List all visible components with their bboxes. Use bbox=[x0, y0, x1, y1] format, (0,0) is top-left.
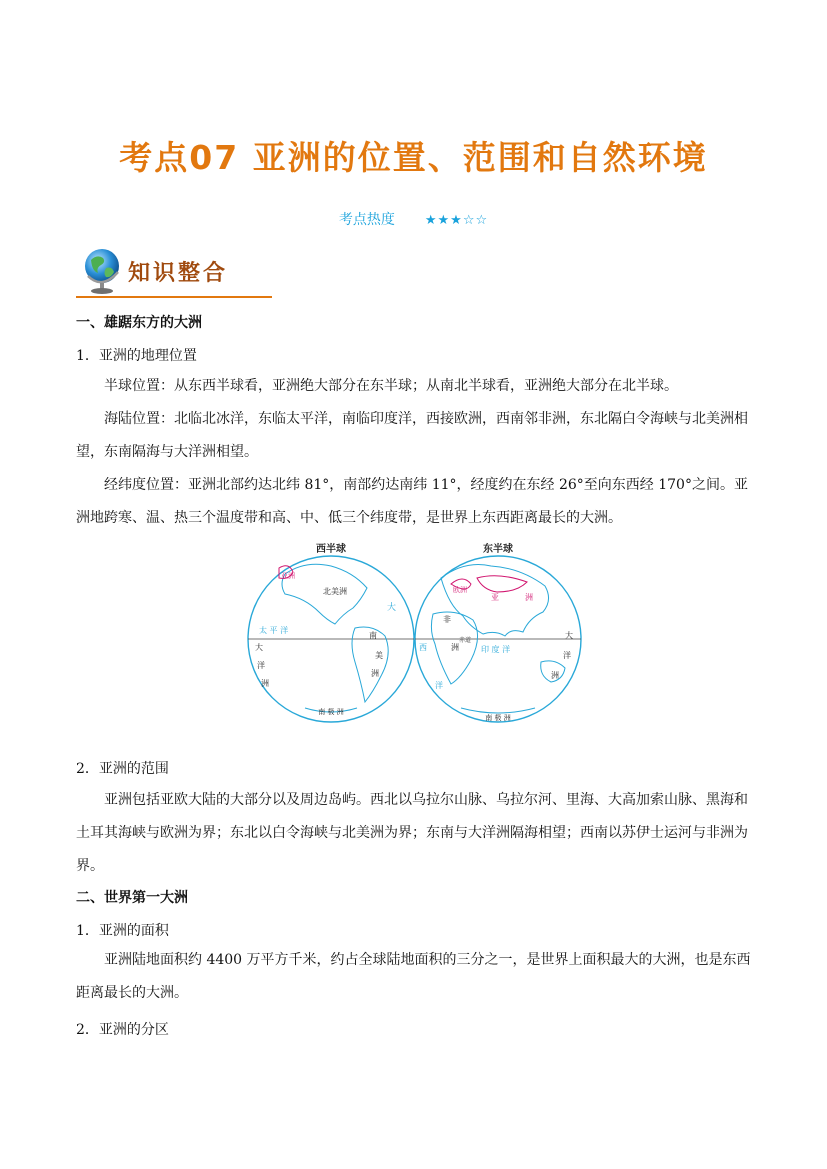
page-title: 考点07 亚洲的位置、范围和自然环境 bbox=[119, 138, 708, 177]
hemisphere-map bbox=[245, 538, 585, 724]
north-america-label: 北美洲 bbox=[323, 587, 347, 596]
south-america-label-2: 美 bbox=[375, 651, 383, 660]
south-america-label-3: 洲 bbox=[371, 669, 379, 678]
equator-label: 赤道 bbox=[459, 637, 472, 644]
west-title: 西半球 bbox=[316, 544, 346, 555]
indian-ocean-label: 印 度 洋 bbox=[481, 645, 511, 654]
section-heading-2: 二、世界第一大洲 bbox=[76, 890, 188, 906]
eastern-hemisphere bbox=[415, 542, 581, 722]
east-atlantic-label-1: 西 bbox=[419, 643, 427, 652]
east-asia-label-2: 洲 bbox=[525, 593, 533, 602]
east-oceania-label-2: 洋 bbox=[563, 651, 571, 660]
section-badge bbox=[76, 244, 272, 300]
west-oceania-label-1: 大 bbox=[255, 643, 263, 652]
heat-stars: ★★★☆☆ bbox=[424, 213, 489, 228]
badge-label: 知识整合 bbox=[128, 261, 229, 286]
pacific-label: 太 平 洋 bbox=[259, 626, 289, 635]
europe-label: 欧洲 bbox=[453, 586, 467, 594]
east-oceania-label-3: 洲 bbox=[551, 671, 559, 680]
paragraph-range: 亚洲包括亚欧大陆的大部分以及周边岛屿。西北以乌拉尔山脉、乌拉尔河、里海、大高加索山脉、黑海和土耳其海峡与欧洲为界；东北以白令海峡与北美洲为界；东南与大洋洲隔海相望；西南以苏伊士运河与非洲为界。 bbox=[76, 792, 748, 874]
paragraph-area: 亚洲陆地面积约 4400 万平方千米，约占全球陆地面积的三分之一，是世界上面积最大的大洲，也是东西距离最长的大洲。 bbox=[76, 952, 751, 1001]
paragraph-lat-long: 经纬度位置：亚洲北部约达北纬 81°，南部约达南纬 11°，经度约在东经 26°至向东西经 170°之间。亚洲地跨寒、温、热三个温度带和高、中、低三个纬度带，是世界上东西距离最长的大洲。 bbox=[76, 477, 748, 526]
atlantic-label: 大 bbox=[387, 603, 397, 613]
west-antarctica-label: 南 极 洲 bbox=[318, 708, 344, 716]
west-asia-label: 亚洲 bbox=[281, 572, 295, 580]
subheading-range: 2．亚洲的范围 bbox=[76, 761, 169, 777]
west-oceania-label-3: 洲 bbox=[261, 679, 269, 688]
africa-label-2: 洲 bbox=[451, 643, 459, 652]
heat-label: 考点热度 bbox=[338, 212, 395, 228]
paragraph-sea-land: 海陆位置：北临北冰洋，东临太平洋，南临印度洋，西接欧洲，西南邻非洲，东北隔白令海峡与北美洲相望，东南隔海与大洋洲相望。 bbox=[76, 411, 748, 460]
east-oceania-label-1: 大 bbox=[565, 631, 573, 640]
globe-icon bbox=[82, 246, 124, 296]
paragraph-hemisphere: 半球位置：从东西半球看，亚洲绝大部分在东半球；从南北半球看，亚洲绝大部分在北半球。 bbox=[104, 378, 678, 394]
east-atlantic-label-2: 洋 bbox=[435, 681, 443, 690]
south-america-label-1: 南 bbox=[369, 631, 377, 640]
section-heading-1: 一、雄踞东方的大洲 bbox=[76, 315, 202, 331]
badge-underline bbox=[76, 296, 272, 298]
west-oceania-label-2: 洋 bbox=[257, 661, 265, 670]
east-antarctica-label: 南 极 洲 bbox=[485, 714, 511, 722]
east-title: 东半球 bbox=[483, 544, 513, 555]
subheading-regions: 2．亚洲的分区 bbox=[76, 1022, 169, 1038]
western-hemisphere bbox=[248, 542, 414, 722]
heat-rating bbox=[0, 209, 827, 229]
subheading-location: 1．亚洲的地理位置 bbox=[76, 348, 197, 364]
africa-label-1: 非 bbox=[443, 615, 451, 624]
subheading-area: 1．亚洲的面积 bbox=[76, 923, 169, 939]
east-asia-label-1: 亚 bbox=[491, 593, 499, 602]
